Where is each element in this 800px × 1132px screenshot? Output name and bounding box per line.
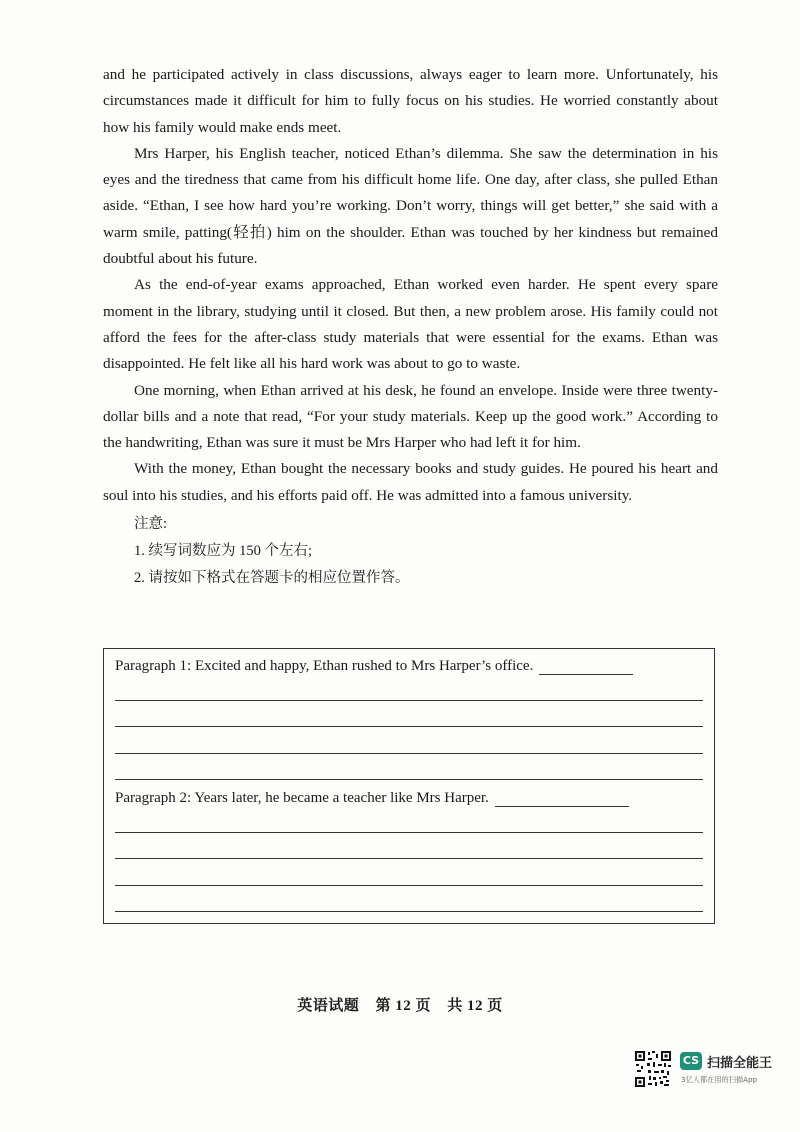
writing-line[interactable] [115,911,703,912]
paragraph-1-prompt-text: Paragraph 1: Excited and happy, Ethan rushed to Mrs Harper’s office. [115,658,534,674]
footer-subject: 英语试题 [297,998,360,1014]
paragraph-2-first-line[interactable] [495,805,629,807]
story-paragraph-2: Mrs Harper, his English teacher, noticed Ethan’s dilemma. She saw the determination in his eyes and the tiredness that came from his difficult home life. One day, after class, she pulled Ethan aside. “Ethan, I see how hard you’re working. Don’t worry, things will get better,” she said with a warm smile, patting(轻拍) him on the shoulder. Ethan was touched by her kindness but remained doubtful about his future. [103,144,718,268]
paragraph-1-prompt [115,658,633,675]
story-text [103,62,718,592]
story-paragraph-5: With the money, Ethan bought the necessary books and study guides. He poured his heart and soul into his studies, and his efforts paid off. He was admitted into a famous university. [103,460,718,504]
writing-line[interactable] [115,885,703,886]
story-paragraph-1: and he participated actively in class discussions, always eager to learn more. Unfortunately, his circumstances made it difficult for him to fully focus on his studies. He worried constantly about how his family would make ends meet. [103,66,718,136]
answer-box [103,648,715,924]
writing-line[interactable] [115,726,703,727]
qr-code-icon [634,1050,672,1088]
story-paragraph-4: One morning, when Ethan arrived at his desk, he found an envelope. Inside were three twenty-dollar bills and a note that read, “For your study materials. Keep up the good work.” According to the handwriting, Ethan was sure it must be Mrs Harper who had left it for him. [103,381,718,452]
instructions [103,511,718,592]
camscanner-logo: CS [680,1052,702,1070]
writing-line[interactable] [115,832,703,833]
instruction-item-1: 1. 续写词数应为 150 个左右; [134,543,313,560]
paragraph-1-first-line[interactable] [539,673,633,675]
paragraph-2-prompt [115,790,629,807]
footer-total-pages: 共 12 页 [447,998,503,1014]
writing-line[interactable] [115,858,703,859]
instruction-item-2: 2. 请按如下格式在答题卡的相应位置作答。 [134,570,410,587]
writing-line[interactable] [115,779,703,780]
footer-page-number: 第 12 页 [375,998,431,1014]
writing-line[interactable] [115,753,703,754]
camscanner-tagline: 3亿人都在用的扫描App [681,1075,758,1084]
camscanner-name: 扫描全能王 [707,1056,773,1071]
story-paragraph-3: As the end-of-year exams approached, Ethan worked even harder. He spent every spare moment in the library, studying until it closed. But then, a new problem arose. His family could not afford the fees for the after-class study materials that were essential for the exams. Ethan was disappointed. He felt like all his hard work was about to go to waste. [103,276,718,373]
page-footer [0,994,800,1015]
paragraph-2-prompt-text: Paragraph 2: Years later, he became a teacher like Mrs Harper. [115,790,489,806]
writing-line[interactable] [115,700,703,701]
instructions-title: 注意: [134,516,168,533]
